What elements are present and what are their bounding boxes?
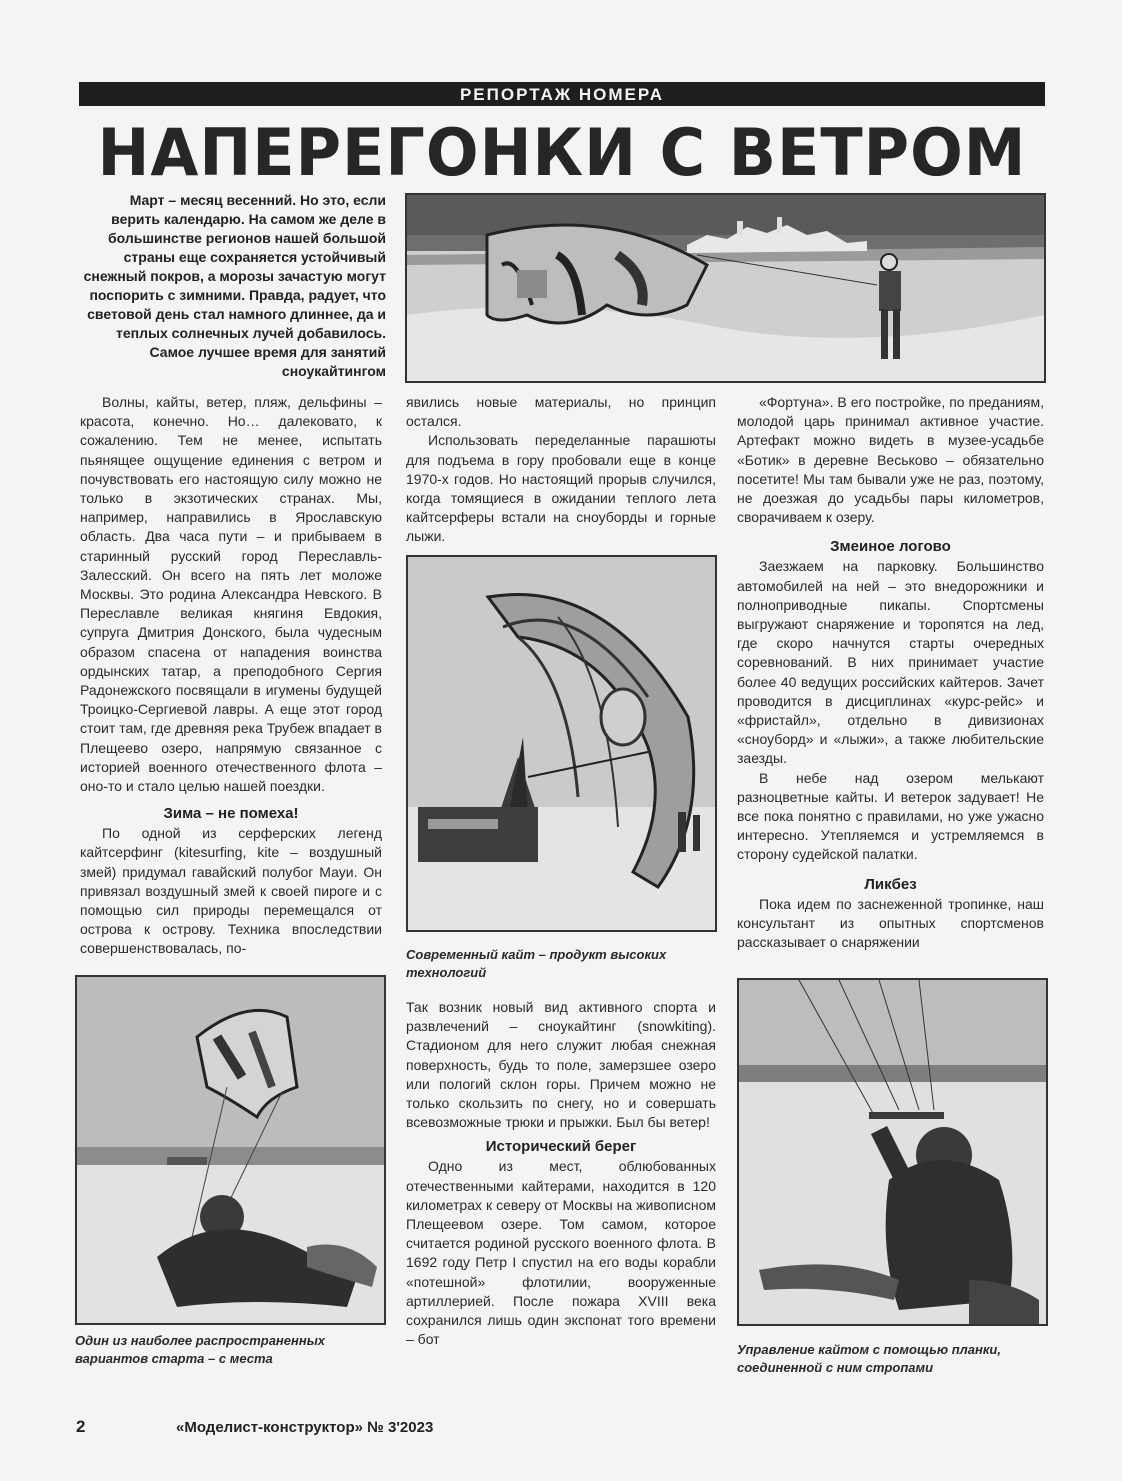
col2-paragraph: Так возник новый вид активного спорта и развлечений – сноукайтинг (snowkiting). Стадионом для него служит любая снежная поверхность, будь то поле, замерзшее озеро или пологий склон горы. Причем можно не только скользить по снегу, но и совершать всевозможные трюки и прыжки. Был бы ветер!	[406, 999, 716, 1131]
col2-paragraph: Одно из мест, облюбованных отечественными кайтерами, находится в 120 километрах к северу от Москвы на живописном Плещеевом озере. Том самом, которое считается родиной русского военного флота. В 1692 году Петр I спустил на его воды корабли «потешной» флотилии, вооруженные артиллерией. После пожара XVIII века сохранился лишь один экспонат того времени – бот	[406, 1158, 716, 1348]
photo-start-position	[75, 975, 386, 1325]
col2-paragraph: явились новые материалы, но принцип остался.	[406, 394, 716, 430]
col3-subheading: Ликбез	[864, 875, 917, 893]
col2-paragraph: Использовать переделанные парашюты для подъема в гору пробовали еще в конце 1970-х годов. Но настоящий прорыв случился, когда томящиеся в ожидании теплого лета кайтсерферы встали на сноуборды и горные лыжи.	[406, 432, 716, 545]
column-1	[80, 393, 382, 959]
section-bar	[79, 82, 1045, 106]
column-2-continued	[406, 998, 716, 1349]
column-3	[737, 393, 1044, 952]
col1-subheading: Зима – не помеха!	[163, 805, 299, 823]
section-label: РЕПОРТАЖ НОМЕРА	[459, 85, 665, 104]
caption-control: Управление кайтом с помощью планки, соединенной с ним стропами	[737, 1342, 1001, 1375]
page-title: НАПЕРЕГОНКИ С ВЕТРОМ	[97, 114, 1027, 191]
col2-subheading: Исторический берег	[485, 1138, 637, 1156]
page-number: 2	[76, 1417, 86, 1436]
col1-paragraph: По одной из серферских легенд кайтсерфинг (kitesurfing, kite – воздушный змей) придумал гавайский полубог Мауи. Он привязал воздушный змей к своей пироге и с помощью сил природы перемещался от острова к острову. Техника впоследствии совершенствовалась, по-	[80, 825, 382, 957]
lead-paragraph: Март – месяц весенний. Но это, если верить календарю. На самом же деле в большинстве регионов нашей большой страны еще сохраняется устойчивый снежный покров, а морозы зачастую могут поспорить с зимними. Правда, радует, что световой день стал намного длиннее, да и теплых солнечных лучей добавилось. Самое лучшее время для занятий сноукайтингом	[83, 192, 386, 379]
caption-modern-kite: Современный кайт – продукт высоких технологий	[406, 947, 667, 980]
caption-start: Один из наиболее распространенных вариантов старта – с места	[75, 1333, 326, 1366]
col3-subheading: Змеиное логово	[830, 538, 951, 556]
column-2	[406, 393, 716, 547]
col3-paragraph: В небе над озером мелькают разноцветные кайты. И ветерок задувает! Не все пока понятно с правилами, но уже ужасно интересно. Утепляемся и устремляемся в сторону судейской палатки.	[737, 769, 1044, 863]
photo-kite-on-lake	[405, 193, 1046, 383]
photo-modern-kite	[406, 555, 717, 932]
col3-paragraph: «Фортуна». В его постройке, по преданиям, молодой царь принимал активное участие. Артефакт можно видеть в музее-усадьбе «Ботик» в деревне Веськово – обязательно посетите! Мы там бывали уже не раз, поэтому, не доезжая до усадьбы пары километров, сворачиваем к озеру.	[737, 394, 1044, 526]
photo-control-bar	[737, 978, 1048, 1326]
magazine-issue: «Моделист-конструктор» № 3'2023	[176, 1419, 434, 1436]
col3-paragraph: Заезжаем на парковку. Большинство автомобилей на ней – это внедорожники и полноприводные пикапы. Спортсмены выгружают снаряжение и торопятся на лед, где скоро начнутся старты очередных соревнований. В них принимает участие более 40 ведущих российских кайтеров. Зачет проводится в дисциплинах «курс-рейс» и «фристайл», отдельно в дивизионах «сноуборд» и «лыжи», а также любительские заезды.	[737, 558, 1044, 767]
col1-paragraph: Волны, кайты, ветер, пляж, дельфины – красота, конечно. Но… далековато, к сожалению. Тем не менее, испытать пьянящее ощущение единения с ветром и почувствовать его настоящую силу можно не только в экзотических странах. Мы, например, направились в Ярославскую область. Два часа пути – и прибываем в старинный русский город Переславль-Залесский. Он всего на пять лет моложе Москвы. Это родина Александра Невского. В Переславле великая княгиня Евдокия, супруга Дмитрия Донского, была чудесным образом спасена от нападения воинства ордынских татар, а преподобного Сергия Радонежского посвящали в игумены будущей Троицко-Сергиевой лавры. А еще этот город стоит там, где древняя река Трубеж впадает в Плещеево озеро, напрямую связанное с историей военного отечественного флота – оно-то и стало целью нашей поездки.	[80, 394, 382, 795]
col3-paragraph: Пока идем по заснеженной тропинке, наш консультант из опытных спортсменов рассказывает о снаряжении	[737, 895, 1044, 951]
